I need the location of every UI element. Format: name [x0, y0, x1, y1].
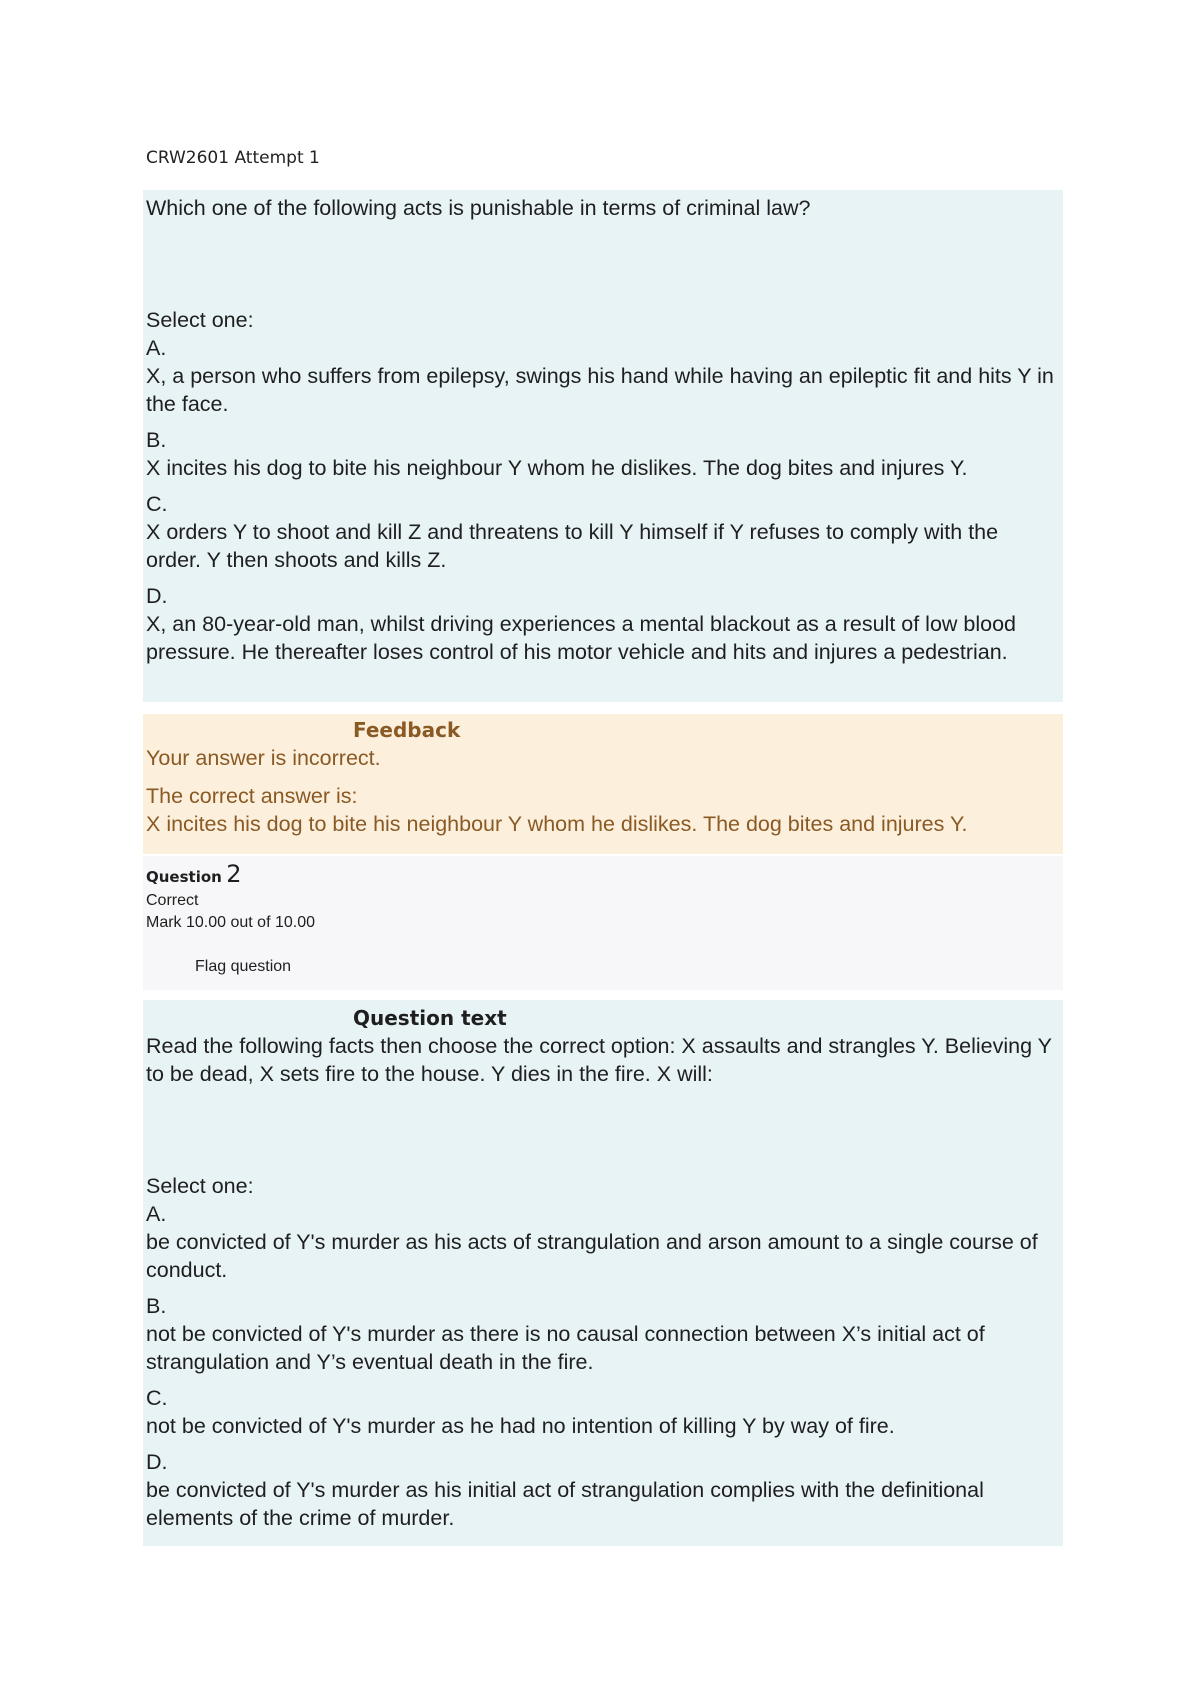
- feedback-result: Your answer is incorrect.: [146, 746, 381, 770]
- question-number-value: 2: [226, 860, 242, 888]
- option-letter: B.: [146, 1294, 167, 1318]
- option-text: not be convicted of Y's murder as he had no intention of killing Y by way of fire.: [146, 1414, 895, 1438]
- option-a[interactable]: [146, 334, 1059, 418]
- question-2-box: [143, 1000, 1063, 1546]
- select-one-label: Select one:: [146, 1174, 254, 1198]
- option-d[interactable]: [146, 582, 1059, 666]
- option-text: be convicted of Y's murder as his acts of strangulation and arson amount to a single course of conduct.: [146, 1230, 1038, 1282]
- option-d[interactable]: [146, 1448, 1059, 1532]
- option-letter: D.: [146, 1450, 168, 1474]
- question-2-options: [146, 1200, 1059, 1532]
- option-letter: C.: [146, 1386, 168, 1410]
- question-text-heading: Question text: [353, 1006, 507, 1030]
- option-a[interactable]: [146, 1200, 1059, 1284]
- question-1-options: [146, 334, 1059, 666]
- question-status: Correct: [146, 892, 199, 909]
- option-letter: B.: [146, 428, 167, 452]
- option-letter: A.: [146, 336, 167, 360]
- question-label: Question: [146, 868, 222, 886]
- select-one-label: Select one:: [146, 308, 254, 332]
- option-text: X orders Y to shoot and kill Z and threatens to kill Y himself if Y refuses to comply with the order. Y then shoots and kills Z.: [146, 520, 999, 572]
- question-2-info: [143, 856, 1063, 990]
- option-b[interactable]: [146, 1292, 1059, 1376]
- question-2-text: Read the following facts then choose the correct option: X assaults and strangles Y. Believing Y to be dead, X sets fire to the house. Y dies in the fire. X will:: [146, 1034, 1052, 1086]
- option-letter: A.: [146, 1202, 167, 1226]
- option-c[interactable]: [146, 1384, 1059, 1440]
- option-c[interactable]: [146, 490, 1059, 574]
- option-b[interactable]: [146, 426, 1059, 482]
- correct-answer-label: The correct answer is:: [146, 784, 358, 808]
- correct-answer-text: X incites his dog to bite his neighbour Y whom he dislikes. The dog bites and injures Y.: [146, 812, 968, 836]
- option-text: not be convicted of Y's murder as there is no causal connection between X’s initial act of strangulation and Y’s eventual death in the fire.: [146, 1322, 985, 1374]
- option-letter: C.: [146, 492, 168, 516]
- question-1-box: [143, 190, 1063, 702]
- option-text: be convicted of Y's murder as his initial act of strangulation complies with the definitional elements of the crime of murder.: [146, 1478, 984, 1530]
- question-number: [146, 862, 1059, 890]
- document-title: CRW2601 Attempt 1: [146, 148, 320, 168]
- option-text: X, a person who suffers from epilepsy, swings his hand while having an epileptic fit and hits Y in the face.: [146, 364, 1054, 416]
- feedback-heading: Feedback: [353, 718, 461, 742]
- feedback-box: [143, 714, 1063, 854]
- question-1-text: Which one of the following acts is punishable in terms of criminal law?: [146, 196, 811, 220]
- option-text: X, an 80-year-old man, whilst driving experiences a mental blackout as a result of low blood pressure. He thereafter loses control of his motor vehicle and hits and injures a pedestrian.: [146, 612, 1017, 664]
- option-text: X incites his dog to bite his neighbour Y whom he dislikes. The dog bites and injures Y.: [146, 456, 968, 480]
- flag-question-link[interactable]: Flag question: [195, 958, 292, 975]
- question-mark: Mark 10.00 out of 10.00: [146, 914, 315, 931]
- option-letter: D.: [146, 584, 168, 608]
